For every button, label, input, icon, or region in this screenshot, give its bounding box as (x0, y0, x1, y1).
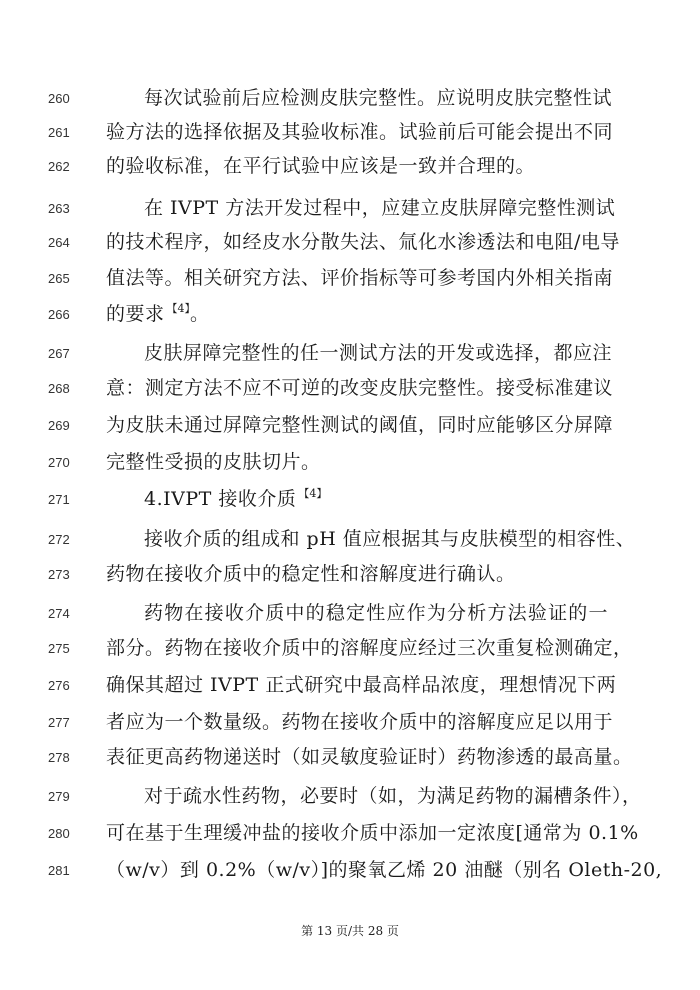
text-line (0, 299, 700, 329)
line-number: 268 (48, 381, 70, 396)
line-number: 266 (48, 307, 70, 322)
line-number: 260 (48, 91, 70, 106)
line-number: 261 (48, 125, 70, 140)
line-number: 264 (48, 235, 70, 250)
line-text: 的验收标准，在平行试验中应该是一致并合理的。 (106, 155, 536, 177)
text-line (0, 484, 700, 514)
text-line (0, 707, 700, 737)
text-line (0, 855, 700, 885)
page-footer: 第 13 页/共 28 页 (301, 924, 399, 938)
line-number: 278 (48, 750, 70, 765)
line-text: 对于疏水性药物，必要时（如，为满足药物的漏槽条件）， (144, 785, 642, 807)
line-text: 药物在接收介质中的稳定性应作为分析方法验证的一 (144, 602, 608, 624)
line-number: 277 (48, 715, 70, 730)
line-number: 271 (48, 492, 70, 507)
line-text: 验方法的选择依据及其验收标准。试验前后可能会提出不同 (106, 121, 614, 143)
line-number: 275 (48, 641, 70, 656)
line-text: 表征更高药物递送时（如灵敏度验证时）药物渗透的最高量。 (106, 746, 633, 768)
line-number: 276 (48, 678, 70, 693)
line-text: 者应为一个数量级。药物在接收介质中的溶解度应足以用于 (106, 711, 614, 733)
line-text: 在 IVPT 方法开发过程中，应建立皮肤屏障完整性测试 (144, 197, 616, 219)
line-number: 281 (48, 863, 70, 878)
line-number: 265 (48, 271, 70, 286)
text-line (0, 633, 700, 663)
line-number: 279 (48, 789, 70, 804)
text-line (0, 83, 700, 113)
line-text: 接收介质的组成和 pH 值应根据其与皮肤模型的相容性、 (144, 528, 636, 550)
line-number: 273 (48, 567, 70, 582)
text-line (0, 781, 700, 811)
text-line (0, 373, 700, 403)
text-line (0, 524, 700, 554)
text-line (0, 227, 700, 257)
line-number: 262 (48, 159, 70, 174)
text-line (0, 559, 700, 589)
line-text: （w/v）到 0.2%（w/v）]的聚氧乙烯 20 油醚（别名 Oleth-20, (106, 859, 663, 881)
line-text: 为皮肤未通过屏障完整性测试的阈值，同时应能够区分屏障 (106, 414, 614, 436)
line-number: 270 (48, 455, 70, 470)
text-line (0, 410, 700, 440)
reference-marker: 【4】 (298, 487, 328, 500)
line-text: 部分。药物在接收介质中的溶解度应经过三次重复检测确定， (106, 637, 633, 659)
line-number: 263 (48, 201, 70, 216)
line-text: 确保其超过 IVPT 正式研究中最高样品浓度，理想情况下两 (106, 674, 617, 696)
line-text: 的技术程序，如经皮水分散失法、氚化水渗透法和电阻/电导 (106, 231, 620, 253)
line-number: 280 (48, 826, 70, 841)
text-line (0, 742, 700, 772)
text-line (0, 818, 700, 848)
text-line (0, 447, 700, 477)
text-line (0, 670, 700, 700)
reference-marker: 【4】 (166, 302, 191, 315)
text-line (0, 338, 700, 368)
line-number: 272 (48, 532, 70, 547)
section-heading (144, 484, 608, 517)
line-number: 269 (48, 418, 70, 433)
text-line (0, 193, 700, 223)
text-line (0, 598, 700, 628)
text-line (0, 117, 700, 147)
text-line (0, 263, 700, 293)
line-text: 每次试验前后应检测皮肤完整性。应说明皮肤完整性试 (144, 87, 613, 109)
line-text: 完整性受损的皮肤切片。 (106, 451, 321, 473)
line-text: 可在基于生理缓冲盐的接收介质中添加一定浓度[通常为 0.1% (106, 822, 639, 844)
heading-body: 4.IVPT 接收介质 (144, 488, 297, 510)
line-text: 值法等。相关研究方法、评价指标等可参考国内外相关指南 (106, 267, 614, 289)
line-text: 意：测定方法不应不可逆的改变皮肤完整性。接受标准建议 (106, 377, 614, 399)
text-line (0, 151, 700, 181)
line-number: 267 (48, 346, 70, 361)
line-text: 药物在接收介质中的稳定性和溶解度进行确认。 (106, 563, 516, 585)
line-body: 的要求 (106, 303, 165, 325)
line-tail: 。 (190, 303, 210, 325)
line-text (106, 299, 608, 332)
line-number: 274 (48, 606, 70, 621)
line-text: 皮肤屏障完整性的任一测试方法的开发或选择，都应注 (144, 342, 613, 364)
